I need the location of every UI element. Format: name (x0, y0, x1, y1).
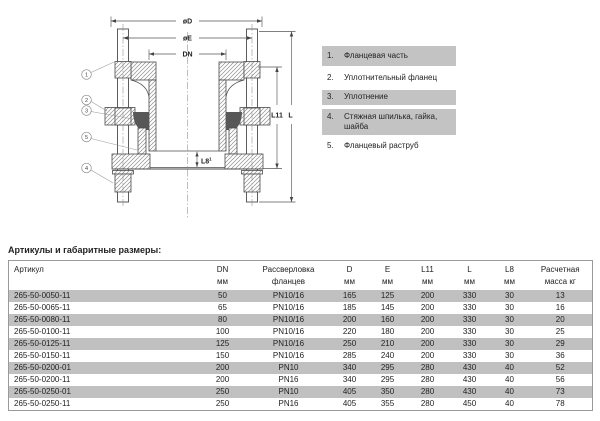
table-row (9, 350, 593, 362)
flange-adapter-cross-section-drawing (0, 0, 340, 240)
value-cell: 430 (462, 363, 477, 372)
table-row (9, 326, 593, 338)
value-cell: 280 (420, 375, 435, 384)
value-cell: 40 (505, 375, 514, 384)
value-cell: 29 (555, 339, 565, 348)
value-cell: 295 (380, 363, 395, 372)
value-cell: 16 (555, 303, 565, 312)
article-cell: 265-50-0050-11 (14, 291, 71, 300)
column-header-label: DN (216, 265, 229, 274)
column-header-unit: мм (344, 277, 355, 286)
column-header-unit: фланцев (271, 277, 306, 286)
value-cell: 125 (380, 291, 395, 300)
callout-5 (82, 132, 92, 142)
value-cell: 340 (342, 363, 357, 372)
callout-1 (82, 70, 92, 80)
value-cell: 250 (342, 339, 357, 348)
legend-item-label: Фланцевый раструб (344, 141, 419, 151)
column-header-label: Артикул (14, 265, 44, 274)
column-header (529, 261, 593, 291)
value-cell: PN10/16 (272, 315, 305, 324)
column-header-label: D (346, 265, 353, 274)
column-header (407, 261, 449, 291)
value-cell: 330 (462, 303, 477, 312)
legend-item (322, 109, 456, 135)
table-row (9, 314, 593, 326)
value-cell: 330 (462, 291, 477, 300)
callout-5-number: 5 (84, 135, 89, 141)
column-header-unit: мм (217, 277, 228, 286)
article-cell: 265-50-0250-01 (14, 387, 71, 396)
table-row (9, 398, 593, 411)
value-cell: 200 (420, 327, 435, 336)
value-cell: 200 (215, 375, 230, 384)
value-cell: 220 (342, 327, 357, 336)
article-cell: 265-50-0100-11 (14, 327, 71, 336)
legend-item-label: Стяжная шпилька, гайка, шайба (344, 111, 438, 132)
value-cell: 78 (555, 399, 565, 408)
column-header-label: L (467, 265, 472, 274)
value-cell: 52 (555, 363, 565, 372)
article-cell: 265-50-0080-11 (14, 315, 71, 324)
legend-item (322, 46, 456, 66)
value-cell: 40 (505, 399, 514, 408)
table-title: Артикулы и габаритные размеры: (8, 245, 162, 255)
callout-1-number: 1 (84, 72, 89, 79)
value-cell: 200 (420, 339, 435, 348)
dimension-label-l11: L11 (271, 112, 283, 120)
dimension-l8 (195, 152, 212, 167)
column-header-unit: масса кг (544, 277, 576, 286)
value-cell: 330 (462, 351, 477, 360)
callout-2 (82, 95, 92, 105)
value-cell: 450 (462, 399, 477, 408)
column-header (247, 261, 331, 291)
callout-3-number: 3 (84, 108, 89, 115)
value-cell: 200 (342, 315, 357, 324)
legend-item-label: Уплотнение (344, 92, 388, 102)
dimension-label-dn: DN (182, 51, 193, 59)
legend-item (322, 70, 456, 85)
dimensions-table (8, 260, 593, 411)
value-cell: 200 (420, 351, 435, 360)
value-cell: 30 (505, 303, 514, 312)
table-row (9, 362, 593, 374)
value-cell: 280 (420, 363, 435, 372)
value-cell: PN10 (278, 387, 299, 396)
article-cell: 265-50-0250-11 (14, 399, 71, 408)
callout-4-number: 4 (84, 166, 89, 172)
article-cell: 265-50-0150-11 (14, 351, 71, 360)
value-cell: 65 (218, 303, 227, 312)
column-header (491, 261, 529, 291)
value-cell: 30 (505, 327, 514, 336)
value-cell: 210 (380, 339, 395, 348)
value-cell: 40 (505, 363, 514, 372)
table-body (9, 290, 593, 411)
value-cell: 145 (380, 303, 395, 312)
column-header-label: E (384, 265, 391, 274)
value-cell: 30 (505, 291, 514, 300)
dimension-label-l: L (288, 112, 293, 120)
column-header (9, 261, 199, 291)
value-cell: 405 (342, 387, 357, 396)
column-header (331, 261, 369, 291)
value-cell: 340 (342, 375, 357, 384)
value-cell: 100 (215, 327, 230, 336)
table-row (9, 290, 593, 302)
value-cell: 50 (218, 291, 227, 300)
column-header (199, 261, 247, 291)
value-cell: 350 (380, 387, 395, 396)
value-cell: 330 (462, 315, 477, 324)
value-cell: PN16 (278, 399, 299, 408)
value-cell: 295 (380, 375, 395, 384)
article-cell: 265-50-0065-11 (14, 303, 71, 312)
value-cell: 165 (342, 291, 357, 300)
value-cell: 150 (215, 351, 230, 360)
parts-legend (322, 46, 456, 158)
value-cell: 30 (505, 315, 514, 324)
table-row (9, 302, 593, 314)
column-header-unit: мм (422, 277, 433, 286)
value-cell: PN10/16 (272, 303, 305, 312)
value-cell: 185 (342, 303, 357, 312)
column-header (449, 261, 491, 291)
legend-item-number: 2. (327, 72, 334, 82)
table-row (9, 374, 593, 386)
dimension-oe (123, 36, 252, 43)
table-row (9, 338, 593, 350)
column-header-label: Рассверловка (262, 265, 315, 274)
dimension-label-od: øD (182, 18, 193, 26)
value-cell: 200 (420, 303, 435, 312)
value-cell: 280 (420, 399, 435, 408)
column-header-unit: мм (382, 277, 393, 286)
value-cell: 73 (555, 387, 565, 396)
legend-item-number: 5. (327, 141, 334, 151)
value-cell: 330 (462, 327, 477, 336)
table-header-row (9, 261, 593, 291)
dimension-label-l8: $L8^1$ (201, 156, 212, 166)
callout-2-number: 2 (84, 98, 89, 104)
value-cell: PN10 (278, 363, 299, 372)
value-cell: 125 (215, 339, 230, 348)
value-cell: 250 (215, 387, 230, 396)
legend-item (322, 139, 456, 154)
dimension-od (111, 17, 262, 28)
value-cell: PN16 (278, 375, 299, 384)
legend-item-label: Уплотнительный фланец (344, 72, 438, 82)
column-header (369, 261, 407, 291)
article-cell: 265-50-0125-11 (14, 339, 71, 348)
dimension-label-oe: øE (183, 35, 192, 43)
legend-item-label: Фланцевая часть (344, 51, 408, 60)
dimension-dn (149, 50, 226, 61)
value-cell: 430 (462, 387, 477, 396)
legend-item-number: 3. (327, 92, 334, 102)
legend-item-number: 1. (327, 51, 334, 60)
column-header-unit: мм (504, 277, 515, 286)
legend-item (322, 90, 456, 105)
article-cell: 265-50-0200-01 (14, 363, 71, 372)
value-cell: 80 (218, 315, 227, 324)
value-cell: PN10/16 (272, 327, 305, 336)
value-cell: 355 (380, 399, 395, 408)
value-cell: 200 (215, 363, 230, 372)
legend-item-number: 4. (327, 111, 334, 121)
table-row (9, 386, 593, 398)
value-cell: 13 (555, 291, 565, 300)
callout-3 (82, 106, 92, 116)
value-cell: 40 (505, 387, 514, 396)
value-cell: 280 (420, 387, 435, 396)
value-cell: 330 (462, 339, 477, 348)
column-header-label: L8 (505, 265, 514, 274)
value-cell: 56 (555, 375, 565, 384)
column-header-unit: мм (464, 277, 475, 286)
value-cell: 405 (342, 399, 357, 408)
value-cell: 36 (555, 351, 565, 360)
value-cell: PN10/16 (272, 351, 305, 360)
value-cell: 30 (505, 351, 514, 360)
callout-4 (82, 163, 92, 173)
value-cell: 200 (420, 315, 435, 324)
value-cell: PN10/16 (272, 339, 305, 348)
value-cell: PN10/16 (272, 291, 305, 300)
value-cell: 250 (215, 399, 230, 408)
value-cell: 25 (555, 327, 565, 336)
value-cell: 200 (420, 291, 435, 300)
value-cell: 20 (555, 315, 565, 324)
article-cell: 265-50-0200-11 (14, 375, 71, 384)
value-cell: 240 (380, 351, 395, 360)
value-cell: 160 (380, 315, 395, 324)
value-cell: 430 (462, 375, 477, 384)
column-header-label: L11 (421, 265, 434, 274)
value-cell: 180 (380, 327, 395, 336)
value-cell: 30 (505, 339, 514, 348)
column-header-label: Расчетная (540, 265, 580, 274)
value-cell: 285 (342, 351, 357, 360)
